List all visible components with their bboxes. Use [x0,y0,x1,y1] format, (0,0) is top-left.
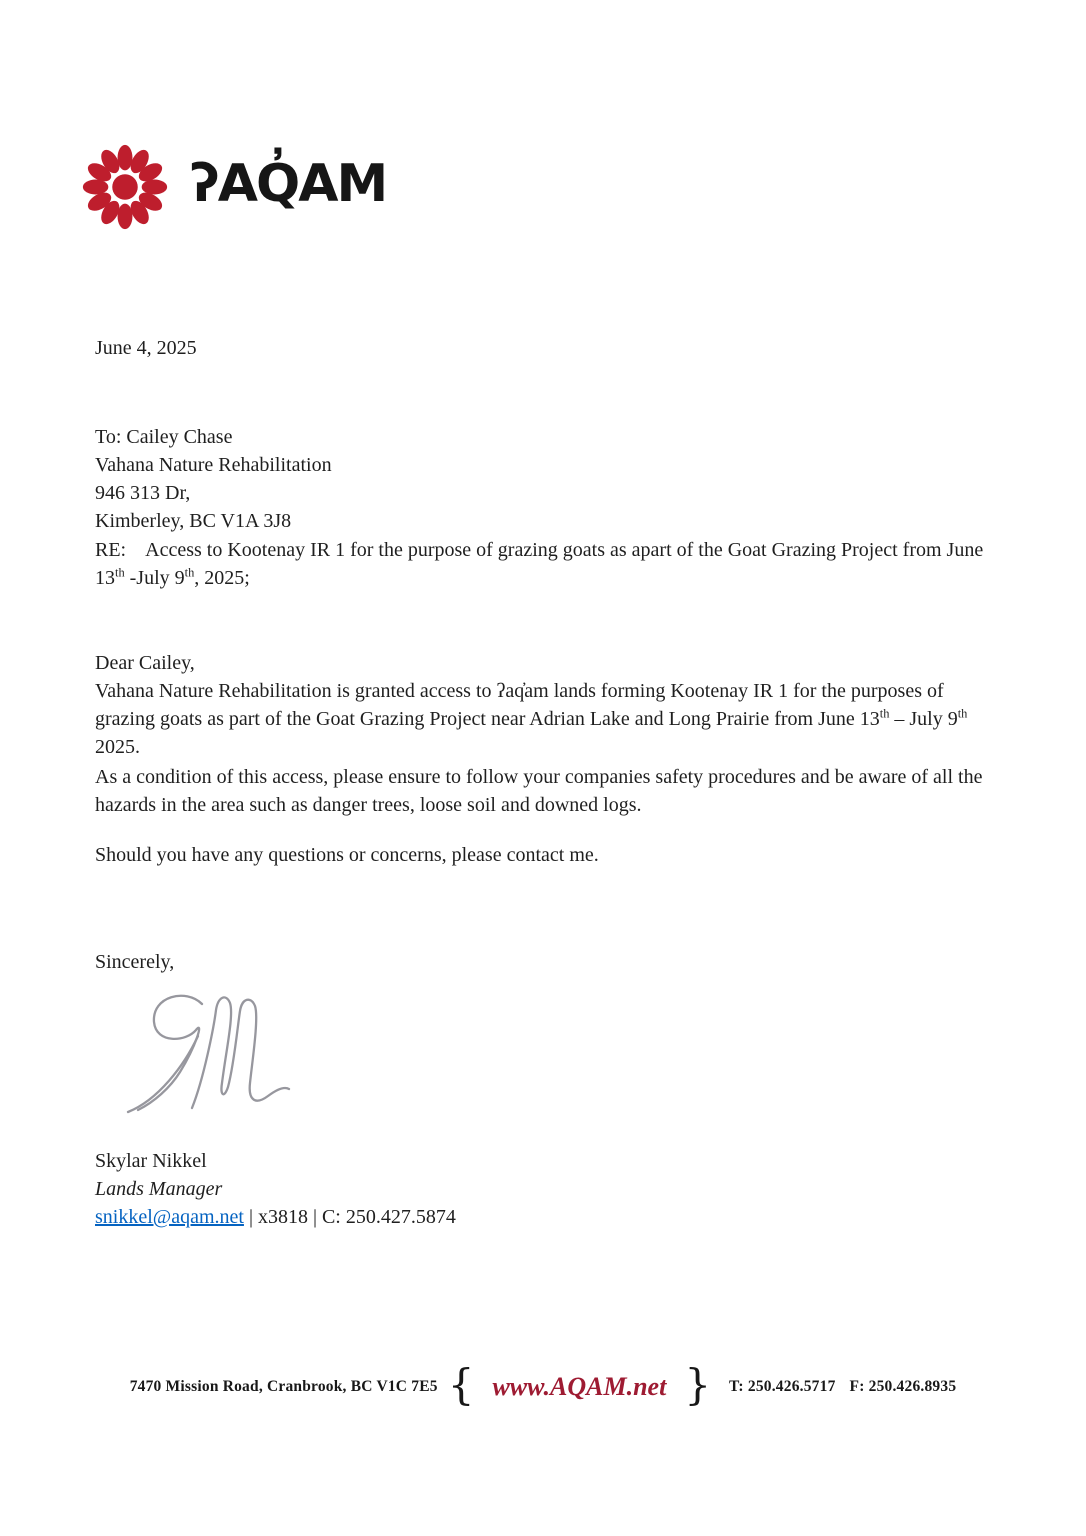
right-brace-icon: } [684,1360,712,1409]
contact-line [95,1203,1000,1231]
brand-wordmark: ʔAQ̓AM [190,154,387,214]
footer-website: www.AQAM.net [492,1372,667,1401]
signer-name: Skylar Nikkel [95,1150,207,1172]
recipient-line: Kimberley, BC V1A 3J8 [95,510,292,532]
body-paragraph-3: Should you have any questions or concerns, please contact me. [95,844,599,866]
closing-line: Sincerely, [95,951,175,973]
body-paragraph-2: As a condition of this access, please ensure to follow your companies safety procedures and be aware of all the hazards in the area such as danger trees, loose soil and downed logs. [95,766,983,816]
email-link[interactable]: snikkel@aqam.net [95,1206,244,1228]
paragraph-text: Vahana Nature Rehabilitation is granted access to ʔaq̓am lands forming Kootenay IR 1 for the purposes of grazing goats as part of the Goat Grazing Project near Adrian Lake and Long Prairie from June 13th – July 9th 2025. [95,680,968,758]
footer-letterhead [0,1360,1086,1409]
recipient-block [95,423,1000,535]
date-line: June 4, 2025 [95,337,197,359]
signer-title: Lands Manager [95,1178,223,1200]
recipient-line: 946 313 Dr, [95,482,191,504]
flower-icon [76,138,174,236]
salutation: Dear Cailey, [95,652,195,674]
footer-phone: T: 250.426.5717 [729,1378,836,1395]
footer-fax: F: 250.426.8935 [849,1378,957,1395]
re-label: RE: [95,539,127,561]
left-brace-icon: { [447,1360,475,1409]
re-subject-line [95,536,1000,592]
recipient-line: Vahana Nature Rehabilitation [95,454,332,476]
signer-block [95,1147,1000,1231]
handwritten-signature [112,984,298,1126]
letterhead-logo [76,138,386,236]
recipient-line: To: Cailey Chase [95,426,233,448]
re-subject-text: Access to Kootenay IR 1 for the purpose of grazing goats as apart of the Goat Grazing Project from June 13th -July 9th, 2025; [95,539,984,589]
contact-suffix: | x3818 | C: 250.427.5874 [243,1206,456,1228]
footer-address: 7470 Mission Road, Cranbrook, BC V1C 7E5 [129,1378,438,1395]
body-paragraph-1 [95,649,1000,761]
